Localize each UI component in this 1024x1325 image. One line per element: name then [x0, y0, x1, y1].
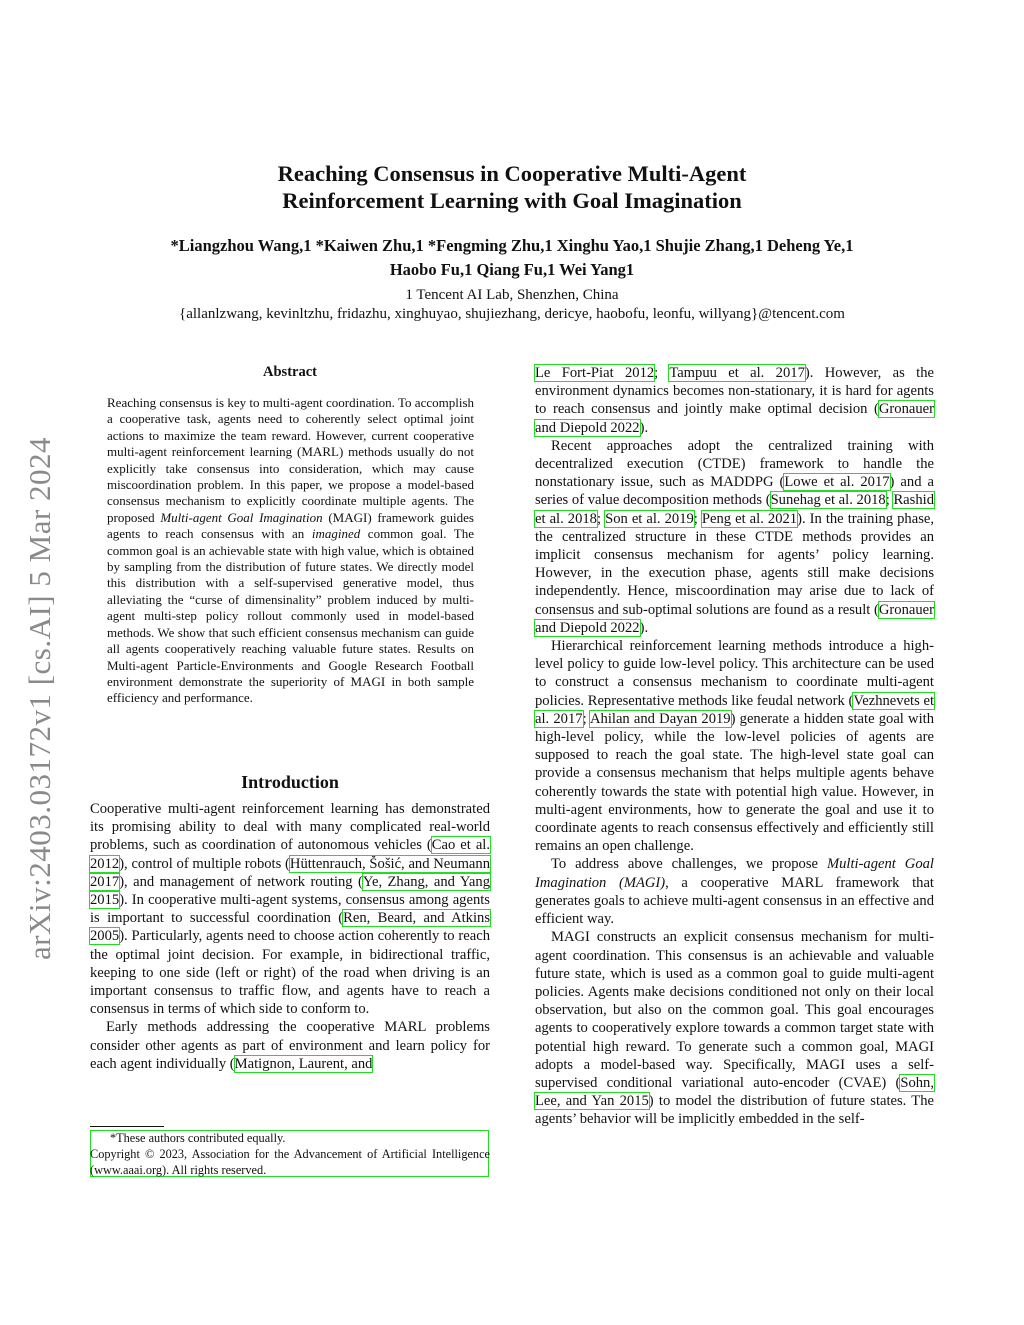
- citation-link[interactable]: Gronauer and Diepold 2022: [535, 401, 934, 436]
- citation-link[interactable]: Ren, Beard, and Atkins 2005: [90, 910, 490, 945]
- citation-link[interactable]: Matignon, Laurent, and: [234, 1055, 373, 1072]
- right-paragraph-5: MAGI constructs an explicit consensus mechanism for multi-agent coordination. This consensus is an achievable and valuable future state, which is used as a common goal to guide multi-agent policies. Agents make decisions conditioned not only on their local observation, but also on the common goal. This goal encourages agents to cooperatively explore towards a common target state with potential high reward. To generate such a common goal, MAGI adopts a model-based way. Specifically, MAGI uses a self-supervised conditional variational auto-encoder (CVAE) (Sohn, Lee, and Yan 2015) to model the distribution of future states. The agents’ behavior will be implicitly embedded in the self-: [535, 929, 934, 1128]
- abstract-heading: Abstract: [263, 364, 317, 380]
- arxiv-identifier: arXiv:2403.03172v1 [cs.AI] 5 Mar 2024: [22, 436, 57, 960]
- citation-link[interactable]: Cao et al. 2012: [90, 837, 490, 872]
- citation-link[interactable]: Sunehag et al. 2018: [770, 492, 886, 509]
- left-column-body: [90, 800, 490, 1073]
- intro-paragraph-2: Early methods addressing the cooperative MARL problems consider other agents as part of environment and learn policy for each agent individually (Matignon, Laurent, and: [90, 1019, 490, 1072]
- title-line-1: Reaching Consensus in Cooperative Multi-Agent: [277, 161, 747, 186]
- footnote-equal-contribution: *These authors contributed equally.: [110, 1131, 286, 1145]
- right-paragraph-4: To address above challenges, we propose Multi-agent Goal Imagination (MAGI), a cooperative MARL framework that generates goals to achieve multi-agent consensus in an effective and efficient way.: [535, 856, 934, 928]
- citation-link[interactable]: Rashid et al. 2018: [535, 492, 934, 527]
- right-paragraph-2: Recent approaches adopt the centralized training with decentralized execution (CTDE) framework to handle the nonstationary issue, such as MADDPG (Lowe et al. 2017) and a series of value decomposition methods (Sunehag et al. 2018; Rashid et al. 2018; Son et al. 2019; Peng et al. 2021). In the training phase, the centralized structure in these CTDE methods provides an implicit consensus mechanism for agents’ policy learning. However, in the execution phase, agents still make decisions independently. Hence, miscoordination may arise due to lack of consensus and sub-optimal solutions are found as a result (Gronauer and Diepold 2022).: [535, 437, 934, 636]
- citation-link[interactable]: Ahilan and Dayan 2019: [590, 710, 731, 727]
- citation-link[interactable]: Gronauer and Diepold 2022: [535, 601, 934, 636]
- right-column-body: [535, 364, 934, 1129]
- affiliation: 1 Tencent AI Lab, Shenzhen, China: [405, 287, 619, 303]
- author-emails: {allanlzwang, kevinltzhu, fridazhu, xinghuyao, shujiezhang, dericye, haobofu, leonfu, willyang}@tencent.com: [179, 306, 845, 322]
- citation-link[interactable]: Vezhnevets et al. 2017: [535, 692, 934, 727]
- authors-line-2: Haobo Fu,1 Qiang Fu,1 Wei Yang1: [389, 260, 635, 279]
- right-paragraph-1: Le Fort-Piat 2012; Tampuu et al. 2017). However, as the environment dynamics becomes non-stationary, it is hard for agents to reach consensus and jointly make optimal decision (Gronauer and Diepold 2022).: [535, 365, 934, 436]
- right-paragraph-3: Hierarchical reinforcement learning methods introduce a high-level policy to guide low-level policy. This architecture can be used to construct a consensus mechanism to coordinate multi-agent policies. Representative methods like feudal network (Vezhnevets et al. 2017; Ahilan and Dayan 2019) generate a hidden state goal with high-level policy, while the low-level policies of agents are supposed to reach the goal state. The high-level state goal can provide a consensus mechanism that helps multiple agents behave coherently towards the state with potential high value. However, in multi-agent environments, how to generate the goal and use it to coordinate agents to reach consensus effectively and efficiently still remains an open challenge.: [535, 638, 934, 855]
- citation-link[interactable]: Son et al. 2019: [605, 510, 694, 527]
- footnote-copyright: Copyright © 2023, Association for the Advancement of Artificial Intelligence (www.aaai.org). All rights reserved.: [90, 1147, 490, 1177]
- abstract-body: Reaching consensus is key to multi-agent coordination. To accomplish a cooperative task, agents need to coherently select optimal joint actions to maximize the team reward. However, current cooperative multi-agent reinforcement learning (MARL) methods usually do not explicitly take consensus into consideration, which may cause miscoordination problem. In this paper, we propose a model-based consensus mechanism to explicitly coordinate multiple agents. The proposed Multi-agent Goal Imagination (MAGI) framework guides agents to reach consensus with an imagined common goal. The common goal is an achievable state with high value, which is obtained by sampling from the distribution of future states. We directly model this distribution with a self-supervised generative model, thus alleviating the “curse of dimensinality” problem induced by multi-agent multi-step policy rollout commonly used in model-based methods. We show that such efficient consensus mechanism can guide all agents cooperatively reaching valuable future states. Results on Multi-agent Particle-Environments and Google Research Football environment demonstrate the superiority of MAGI in both sample efficiency and performance.: [107, 395, 474, 706]
- citation-link[interactable]: Le Fort-Piat 2012: [535, 365, 655, 381]
- affiliation-block: [0, 286, 1024, 324]
- citation-link[interactable]: Ye, Zhang, and Yang 2015: [90, 873, 490, 909]
- authors-line-1: *Liangzhou Wang,1 *Kaiwen Zhu,1 *Fengming Zhu,1 Xinghu Yao,1 Shujie Zhang,1 Deheng Ye,1: [170, 236, 854, 255]
- author-list: [0, 234, 1024, 282]
- citation-link[interactable]: Lowe et al. 2017: [784, 474, 890, 491]
- paper-title: [0, 160, 1024, 214]
- introduction-heading: Introduction: [241, 772, 339, 792]
- citation-link[interactable]: Peng et al. 2021: [701, 510, 798, 527]
- intro-paragraph-1: Cooperative multi-agent reinforcement learning has demonstrated its promising ability to deal with many complicated real-world problems, such as coordination of autonomous vehicles (Cao et al. 2012), control of multiple robots (Hüttenrauch, Šošić, and Neumann 2017), and management of network routing (Ye, Zhang, and Yang 2015). In cooperative multi-agent systems, consensus among agents is important to successful coordination (Ren, Beard, and Atkins 2005). Particularly, agents need to choose action coherently to reach the optimal joint decision. For example, in bidirectional traffic, keeping to one side (left or right) of the road when driving is an important consensus to traffic flow, and agents have to reach a consensus in terms of which side to conform to.: [90, 801, 490, 1018]
- citation-link[interactable]: Tampuu et al. 2017: [669, 365, 805, 381]
- title-line-2: Reinforcement Learning with Goal Imagination: [282, 188, 742, 213]
- citation-link[interactable]: Sohn, Lee, and Yan 2015: [535, 1074, 934, 1110]
- footnote-rule: [90, 1126, 164, 1127]
- citation-link[interactable]: Hüttenrauch, Šošić, and Neumann 2017: [90, 855, 490, 890]
